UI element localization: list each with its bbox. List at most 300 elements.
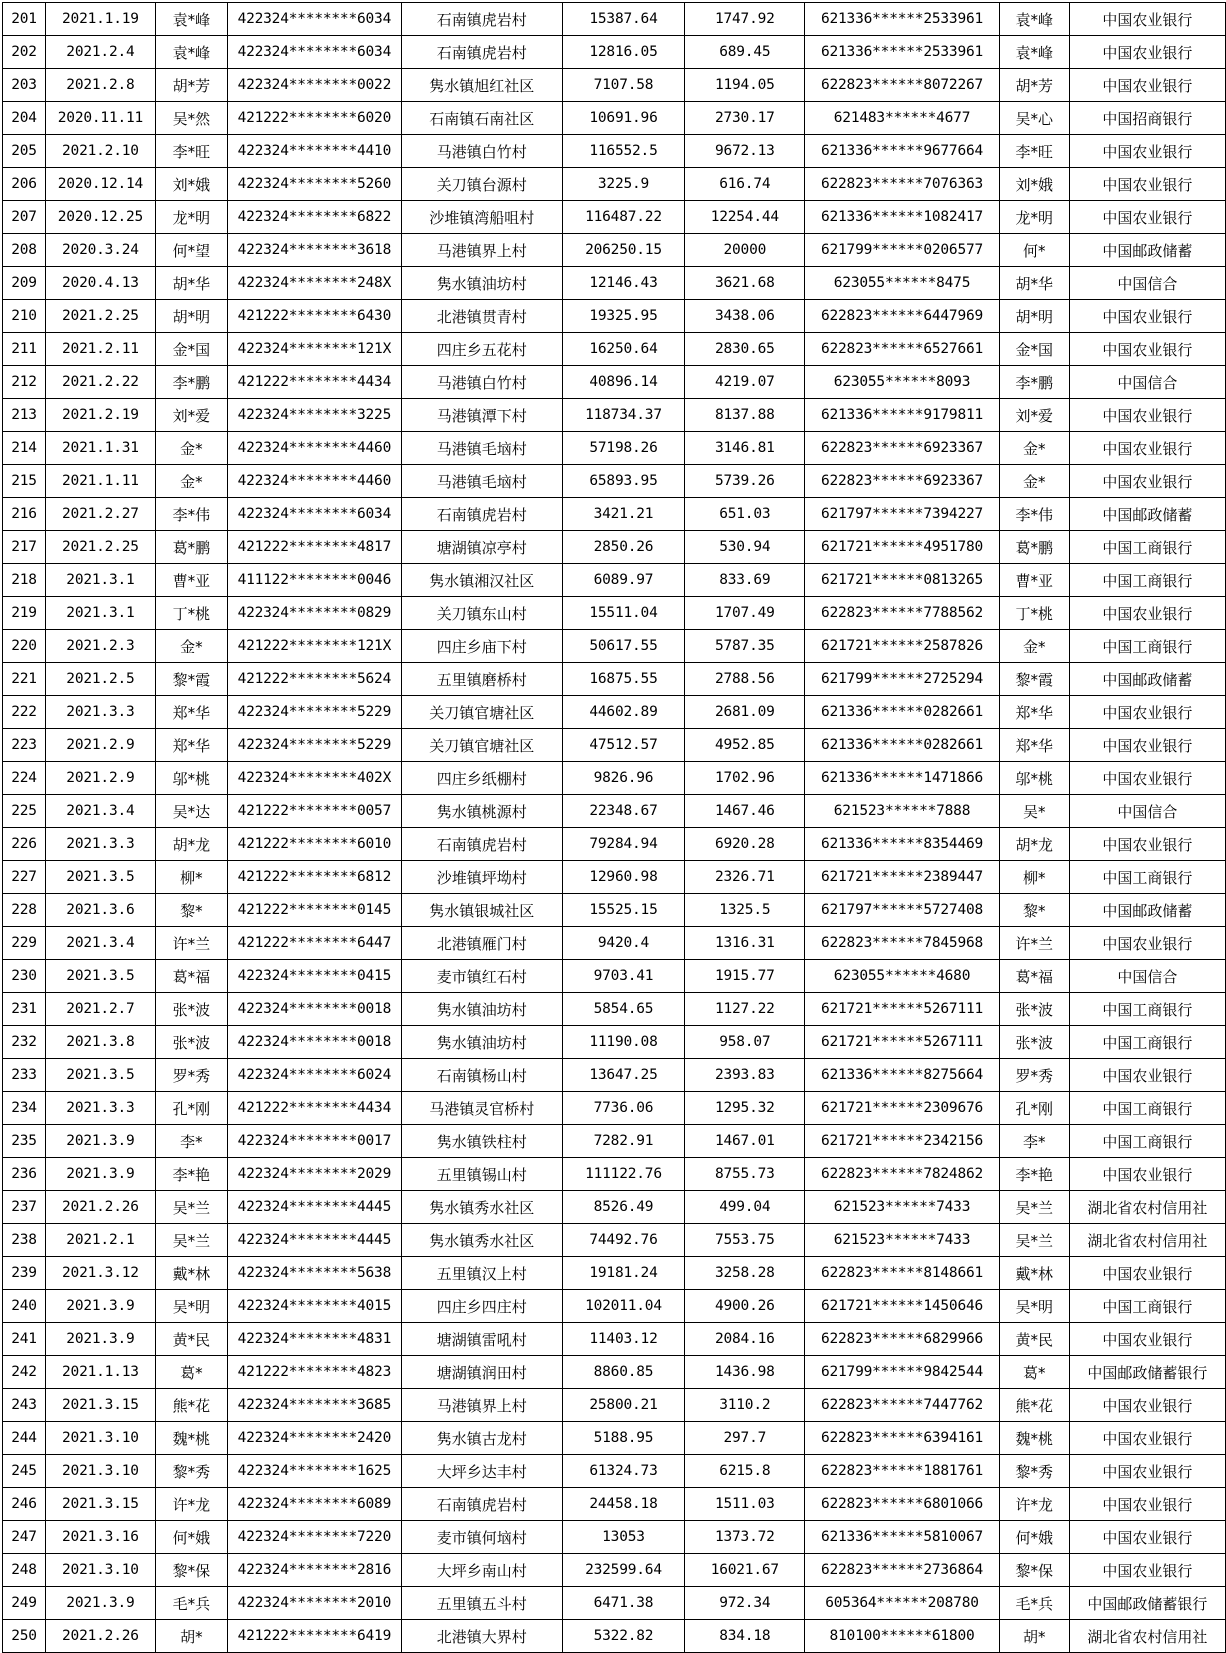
- amount-cell: 5854.65: [562, 993, 685, 1026]
- table-row: [3, 168, 1226, 201]
- address-cell: 北港镇大界村: [401, 1620, 562, 1653]
- table-row: [3, 630, 1226, 663]
- date-cell: 2021.2.8: [46, 69, 156, 102]
- row-number-cell: 229: [3, 927, 46, 960]
- row-number-cell: 212: [3, 366, 46, 399]
- account-number-cell: 622823******6527661: [805, 333, 999, 366]
- date-cell: 2021.3.5: [46, 960, 156, 993]
- bank-name-cell: 中国农业银行: [1069, 927, 1225, 960]
- bank-name-cell: 中国农业银行: [1069, 465, 1225, 498]
- account-number-cell: 623055******8475: [805, 267, 999, 300]
- table-row: [3, 1026, 1226, 1059]
- date-cell: 2021.3.15: [46, 1389, 156, 1422]
- address-cell: 关刀镇东山村: [401, 597, 562, 630]
- account-holder-cell: 郑*华: [999, 729, 1069, 762]
- bank-name-cell: 中国农业银行: [1069, 333, 1225, 366]
- subsidy-cell: 5739.26: [685, 465, 805, 498]
- bank-name-cell: 中国工商银行: [1069, 1026, 1225, 1059]
- row-number-cell: 237: [3, 1191, 46, 1224]
- row-number-cell: 234: [3, 1092, 46, 1125]
- amount-cell: 116487.22: [562, 201, 685, 234]
- account-holder-cell: 金*: [999, 630, 1069, 663]
- table-row: [3, 564, 1226, 597]
- name-cell: 柳*: [155, 861, 227, 894]
- account-number-cell: 622823******6923367: [805, 432, 999, 465]
- date-cell: 2021.2.4: [46, 36, 156, 69]
- table-row: [3, 1290, 1226, 1323]
- name-cell: 李*鹏: [155, 366, 227, 399]
- address-cell: 麦市镇何垴村: [401, 1521, 562, 1554]
- id-number-cell: 422324********0018: [227, 1026, 401, 1059]
- account-holder-cell: 金*: [999, 432, 1069, 465]
- bank-name-cell: 中国邮政储蓄: [1069, 498, 1225, 531]
- date-cell: 2021.2.9: [46, 729, 156, 762]
- date-cell: 2021.3.5: [46, 1059, 156, 1092]
- amount-cell: 25800.21: [562, 1389, 685, 1422]
- id-number-cell: 422324********6034: [227, 498, 401, 531]
- bank-name-cell: 中国农业银行: [1069, 696, 1225, 729]
- account-holder-cell: 葛*: [999, 1356, 1069, 1389]
- row-number-cell: 249: [3, 1587, 46, 1620]
- subsidy-cell: 1707.49: [685, 597, 805, 630]
- subsidy-cell: 1316.31: [685, 927, 805, 960]
- id-number-cell: 422324********3618: [227, 234, 401, 267]
- row-number-cell: 244: [3, 1422, 46, 1455]
- table-row: [3, 1521, 1226, 1554]
- table-row: [3, 300, 1226, 333]
- amount-cell: 13647.25: [562, 1059, 685, 1092]
- account-holder-cell: 柳*: [999, 861, 1069, 894]
- bank-name-cell: 中国农业银行: [1069, 36, 1225, 69]
- row-number-cell: 221: [3, 663, 46, 696]
- table-row: [3, 1092, 1226, 1125]
- bank-name-cell: 中国农业银行: [1069, 135, 1225, 168]
- bank-name-cell: 中国信合: [1069, 267, 1225, 300]
- address-cell: 隽水镇旭红社区: [401, 69, 562, 102]
- date-cell: 2020.11.11: [46, 102, 156, 135]
- address-cell: 北港镇雁门村: [401, 927, 562, 960]
- row-number-cell: 245: [3, 1455, 46, 1488]
- address-cell: 马港镇灵官桥村: [401, 1092, 562, 1125]
- row-number-cell: 215: [3, 465, 46, 498]
- subsidy-cell: 651.03: [685, 498, 805, 531]
- address-cell: 隽水镇银城社区: [401, 894, 562, 927]
- row-number-cell: 210: [3, 300, 46, 333]
- id-number-cell: 422324********4460: [227, 432, 401, 465]
- date-cell: 2021.3.6: [46, 894, 156, 927]
- address-cell: 隽水镇湘汉社区: [401, 564, 562, 597]
- name-cell: 胡*华: [155, 267, 227, 300]
- account-number-cell: 621336******8354469: [805, 828, 999, 861]
- id-number-cell: 421222********121X: [227, 630, 401, 663]
- id-number-cell: 421222********6020: [227, 102, 401, 135]
- address-cell: 北港镇贯青村: [401, 300, 562, 333]
- account-number-cell: 621523******7433: [805, 1191, 999, 1224]
- account-holder-cell: 胡*明: [999, 300, 1069, 333]
- date-cell: 2021.3.3: [46, 828, 156, 861]
- subsidy-cell: 7553.75: [685, 1224, 805, 1257]
- id-number-cell: 422324********4445: [227, 1224, 401, 1257]
- address-cell: 石南镇虎岩村: [401, 498, 562, 531]
- account-number-cell: 621799******9842544: [805, 1356, 999, 1389]
- address-cell: 关刀镇台源村: [401, 168, 562, 201]
- id-number-cell: 422324********0022: [227, 69, 401, 102]
- row-number-cell: 206: [3, 168, 46, 201]
- subsidy-cell: 6920.28: [685, 828, 805, 861]
- bank-name-cell: 中国农业银行: [1069, 1158, 1225, 1191]
- address-cell: 石南镇杨山村: [401, 1059, 562, 1092]
- account-holder-cell: 刘*爱: [999, 399, 1069, 432]
- bank-name-cell: 湖北省农村信用社: [1069, 1620, 1225, 1653]
- amount-cell: 102011.04: [562, 1290, 685, 1323]
- bank-name-cell: 中国农业银行: [1069, 729, 1225, 762]
- subsidy-cell: 2326.71: [685, 861, 805, 894]
- date-cell: 2021.3.1: [46, 564, 156, 597]
- subsidy-cell: 1373.72: [685, 1521, 805, 1554]
- name-cell: 黎*: [155, 894, 227, 927]
- amount-cell: 15387.64: [562, 3, 685, 36]
- id-number-cell: 421222********5624: [227, 663, 401, 696]
- subsidy-cell: 834.18: [685, 1620, 805, 1653]
- name-cell: 胡*: [155, 1620, 227, 1653]
- name-cell: 袁*峰: [155, 36, 227, 69]
- subsidy-cell: 1702.96: [685, 762, 805, 795]
- subsidy-cell: 2681.09: [685, 696, 805, 729]
- bank-name-cell: 中国农业银行: [1069, 432, 1225, 465]
- name-cell: 金*: [155, 432, 227, 465]
- address-cell: 石南镇虎岩村: [401, 36, 562, 69]
- table-row: [3, 1191, 1226, 1224]
- account-holder-cell: 吴*: [999, 795, 1069, 828]
- date-cell: 2021.3.5: [46, 861, 156, 894]
- subsidy-cell: 2730.17: [685, 102, 805, 135]
- account-number-cell: 621336******2533961: [805, 3, 999, 36]
- name-cell: 葛*福: [155, 960, 227, 993]
- address-cell: 五里镇锡山村: [401, 1158, 562, 1191]
- address-cell: 马港镇界上村: [401, 234, 562, 267]
- account-number-cell: 621721******2587826: [805, 630, 999, 663]
- table-row: [3, 1554, 1226, 1587]
- row-number-cell: 202: [3, 36, 46, 69]
- id-number-cell: 422324********1625: [227, 1455, 401, 1488]
- amount-cell: 15525.15: [562, 894, 685, 927]
- account-number-cell: 621721******0813265: [805, 564, 999, 597]
- table-row: [3, 1488, 1226, 1521]
- account-number-cell: 621523******7433: [805, 1224, 999, 1257]
- subsidy-cell: 8755.73: [685, 1158, 805, 1191]
- name-cell: 罗*秀: [155, 1059, 227, 1092]
- id-number-cell: 421222********6010: [227, 828, 401, 861]
- id-number-cell: 421222********4817: [227, 531, 401, 564]
- bank-name-cell: 中国农业银行: [1069, 762, 1225, 795]
- subsidy-cell: 2084.16: [685, 1323, 805, 1356]
- address-cell: 隽水镇油坊村: [401, 1026, 562, 1059]
- amount-cell: 5322.82: [562, 1620, 685, 1653]
- table-row: [3, 69, 1226, 102]
- account-number-cell: 621721******4951780: [805, 531, 999, 564]
- amount-cell: 6089.97: [562, 564, 685, 597]
- account-holder-cell: 许*兰: [999, 927, 1069, 960]
- account-number-cell: 622823******7824862: [805, 1158, 999, 1191]
- address-cell: 沙堆镇坪坳村: [401, 861, 562, 894]
- row-number-cell: 216: [3, 498, 46, 531]
- amount-cell: 6471.38: [562, 1587, 685, 1620]
- bank-name-cell: 中国农业银行: [1069, 1389, 1225, 1422]
- subsidy-cell: 4900.26: [685, 1290, 805, 1323]
- subsidy-cell: 3258.28: [685, 1257, 805, 1290]
- account-holder-cell: 袁*峰: [999, 3, 1069, 36]
- table-row: [3, 927, 1226, 960]
- date-cell: 2021.3.3: [46, 1092, 156, 1125]
- bank-name-cell: 中国农业银行: [1069, 1257, 1225, 1290]
- table-row: [3, 399, 1226, 432]
- table-row: [3, 861, 1226, 894]
- name-cell: 何*望: [155, 234, 227, 267]
- bank-name-cell: 中国邮政储蓄: [1069, 894, 1225, 927]
- bank-name-cell: 中国农业银行: [1069, 201, 1225, 234]
- id-number-cell: 422324********6034: [227, 36, 401, 69]
- table-row: [3, 201, 1226, 234]
- address-cell: 隽水镇古龙村: [401, 1422, 562, 1455]
- bank-name-cell: 中国农业银行: [1069, 1455, 1225, 1488]
- subsidy-cell: 833.69: [685, 564, 805, 597]
- account-holder-cell: 毛*兵: [999, 1587, 1069, 1620]
- address-cell: 马港镇毛垴村: [401, 465, 562, 498]
- account-holder-cell: 吴*兰: [999, 1191, 1069, 1224]
- account-number-cell: 621336******9179811: [805, 399, 999, 432]
- account-number-cell: 622823******6829966: [805, 1323, 999, 1356]
- address-cell: 塘湖镇凉亭村: [401, 531, 562, 564]
- id-number-cell: 421222********6812: [227, 861, 401, 894]
- row-number-cell: 233: [3, 1059, 46, 1092]
- date-cell: 2021.3.9: [46, 1125, 156, 1158]
- account-number-cell: 621336******1471866: [805, 762, 999, 795]
- row-number-cell: 218: [3, 564, 46, 597]
- bank-name-cell: 中国信合: [1069, 795, 1225, 828]
- row-number-cell: 238: [3, 1224, 46, 1257]
- amount-cell: 7736.06: [562, 1092, 685, 1125]
- address-cell: 塘湖镇雷吼村: [401, 1323, 562, 1356]
- account-holder-cell: 吴*心: [999, 102, 1069, 135]
- date-cell: 2021.2.25: [46, 300, 156, 333]
- amount-cell: 232599.64: [562, 1554, 685, 1587]
- row-number-cell: 227: [3, 861, 46, 894]
- account-number-cell: 621483******4677: [805, 102, 999, 135]
- name-cell: 郑*华: [155, 729, 227, 762]
- id-number-cell: 422324********3225: [227, 399, 401, 432]
- date-cell: 2020.4.13: [46, 267, 156, 300]
- name-cell: 孔*刚: [155, 1092, 227, 1125]
- amount-cell: 24458.18: [562, 1488, 685, 1521]
- account-number-cell: 621721******5267111: [805, 993, 999, 1026]
- account-holder-cell: 张*波: [999, 1026, 1069, 1059]
- id-number-cell: 422324********4831: [227, 1323, 401, 1356]
- address-cell: 五里镇磨桥村: [401, 663, 562, 696]
- subsidy-cell: 5787.35: [685, 630, 805, 663]
- account-holder-cell: 胡*龙: [999, 828, 1069, 861]
- amount-cell: 16250.64: [562, 333, 685, 366]
- name-cell: 黎*霞: [155, 663, 227, 696]
- bank-name-cell: 中国工商银行: [1069, 1092, 1225, 1125]
- account-holder-cell: 吴*兰: [999, 1224, 1069, 1257]
- bank-name-cell: 中国工商银行: [1069, 1290, 1225, 1323]
- date-cell: 2021.2.9: [46, 762, 156, 795]
- row-number-cell: 201: [3, 3, 46, 36]
- account-holder-cell: 戴*林: [999, 1257, 1069, 1290]
- date-cell: 2021.2.19: [46, 399, 156, 432]
- subsidy-cell: 616.74: [685, 168, 805, 201]
- name-cell: 金*: [155, 630, 227, 663]
- bank-name-cell: 中国农业银行: [1069, 399, 1225, 432]
- account-holder-cell: 李*艳: [999, 1158, 1069, 1191]
- date-cell: 2021.3.10: [46, 1422, 156, 1455]
- account-holder-cell: 胡*芳: [999, 69, 1069, 102]
- date-cell: 2021.3.10: [46, 1554, 156, 1587]
- subsidy-cell: 2393.83: [685, 1059, 805, 1092]
- date-cell: 2021.2.26: [46, 1620, 156, 1653]
- address-cell: 隽水镇秀水社区: [401, 1224, 562, 1257]
- account-holder-cell: 胡*: [999, 1620, 1069, 1653]
- subsidy-cell: 972.34: [685, 1587, 805, 1620]
- account-number-cell: 622823******2736864: [805, 1554, 999, 1587]
- date-cell: 2021.3.10: [46, 1455, 156, 1488]
- address-cell: 石南镇石南社区: [401, 102, 562, 135]
- address-cell: 隽水镇桃源村: [401, 795, 562, 828]
- table-row: [3, 828, 1226, 861]
- date-cell: 2021.1.31: [46, 432, 156, 465]
- account-number-cell: 622823******6801066: [805, 1488, 999, 1521]
- account-number-cell: 621797******5727408: [805, 894, 999, 927]
- subsidy-cell: 297.7: [685, 1422, 805, 1455]
- table-row: [3, 1059, 1226, 1092]
- address-cell: 四庄乡五花村: [401, 333, 562, 366]
- date-cell: 2021.3.15: [46, 1488, 156, 1521]
- address-cell: 大坪乡南山村: [401, 1554, 562, 1587]
- id-number-cell: 421222********4823: [227, 1356, 401, 1389]
- subsidy-cell: 1915.77: [685, 960, 805, 993]
- subsidy-cell: 1511.03: [685, 1488, 805, 1521]
- name-cell: 袁*峰: [155, 3, 227, 36]
- account-holder-cell: 黎*保: [999, 1554, 1069, 1587]
- name-cell: 龙*明: [155, 201, 227, 234]
- row-number-cell: 222: [3, 696, 46, 729]
- row-number-cell: 228: [3, 894, 46, 927]
- row-number-cell: 243: [3, 1389, 46, 1422]
- row-number-cell: 250: [3, 1620, 46, 1653]
- id-number-cell: 422324********7220: [227, 1521, 401, 1554]
- table-row: [3, 432, 1226, 465]
- account-number-cell: 622823******6447969: [805, 300, 999, 333]
- bank-name-cell: 中国农业银行: [1069, 3, 1225, 36]
- subsidy-ledger-table: [2, 2, 1226, 1653]
- account-number-cell: 622823******1881761: [805, 1455, 999, 1488]
- name-cell: 何*娥: [155, 1521, 227, 1554]
- account-holder-cell: 丁*桃: [999, 597, 1069, 630]
- id-number-cell: 422324********0829: [227, 597, 401, 630]
- amount-cell: 118734.37: [562, 399, 685, 432]
- name-cell: 丁*桃: [155, 597, 227, 630]
- account-holder-cell: 葛*福: [999, 960, 1069, 993]
- id-number-cell: 422324********5229: [227, 696, 401, 729]
- id-number-cell: 422324********4460: [227, 465, 401, 498]
- account-holder-cell: 张*波: [999, 993, 1069, 1026]
- address-cell: 隽水镇秀水社区: [401, 1191, 562, 1224]
- table-row: [3, 36, 1226, 69]
- table-row: [3, 498, 1226, 531]
- amount-cell: 47512.57: [562, 729, 685, 762]
- account-number-cell: 622823******8148661: [805, 1257, 999, 1290]
- id-number-cell: 422324********2420: [227, 1422, 401, 1455]
- name-cell: 刘*爱: [155, 399, 227, 432]
- name-cell: 金*国: [155, 333, 227, 366]
- account-number-cell: 622823******6394161: [805, 1422, 999, 1455]
- amount-cell: 12816.05: [562, 36, 685, 69]
- amount-cell: 8860.85: [562, 1356, 685, 1389]
- account-holder-cell: 龙*明: [999, 201, 1069, 234]
- id-number-cell: 422324********0017: [227, 1125, 401, 1158]
- row-number-cell: 224: [3, 762, 46, 795]
- date-cell: 2021.1.13: [46, 1356, 156, 1389]
- id-number-cell: 422324********6822: [227, 201, 401, 234]
- date-cell: 2021.2.25: [46, 531, 156, 564]
- account-holder-cell: 黎*: [999, 894, 1069, 927]
- account-holder-cell: 何*娥: [999, 1521, 1069, 1554]
- subsidy-cell: 1436.98: [685, 1356, 805, 1389]
- name-cell: 吴*达: [155, 795, 227, 828]
- account-holder-cell: 李*伟: [999, 498, 1069, 531]
- address-cell: 塘湖镇润田村: [401, 1356, 562, 1389]
- date-cell: 2021.3.1: [46, 597, 156, 630]
- amount-cell: 22348.67: [562, 795, 685, 828]
- amount-cell: 116552.5: [562, 135, 685, 168]
- id-number-cell: 422324********2010: [227, 1587, 401, 1620]
- id-number-cell: 421222********0057: [227, 795, 401, 828]
- id-number-cell: 421222********6447: [227, 927, 401, 960]
- amount-cell: 12960.98: [562, 861, 685, 894]
- account-number-cell: 621721******2389447: [805, 861, 999, 894]
- address-cell: 隽水镇铁柱村: [401, 1125, 562, 1158]
- id-number-cell: 422324********5638: [227, 1257, 401, 1290]
- account-number-cell: 621799******0206577: [805, 234, 999, 267]
- account-number-cell: 621799******2725294: [805, 663, 999, 696]
- bank-name-cell: 中国邮政储蓄: [1069, 663, 1225, 696]
- table-row: [3, 993, 1226, 1026]
- subsidy-cell: 4952.85: [685, 729, 805, 762]
- bank-name-cell: 中国农业银行: [1069, 69, 1225, 102]
- address-cell: 隽水镇油坊村: [401, 993, 562, 1026]
- account-number-cell: 810100******61800: [805, 1620, 999, 1653]
- table-row: [3, 696, 1226, 729]
- id-number-cell: 421222********6419: [227, 1620, 401, 1653]
- row-number-cell: 220: [3, 630, 46, 663]
- account-holder-cell: 许*龙: [999, 1488, 1069, 1521]
- table-row: [3, 762, 1226, 795]
- account-number-cell: 623055******8093: [805, 366, 999, 399]
- id-number-cell: 422324********5229: [227, 729, 401, 762]
- table-row: [3, 1323, 1226, 1356]
- table-row: [3, 663, 1226, 696]
- date-cell: 2021.2.22: [46, 366, 156, 399]
- id-number-cell: 422324********6024: [227, 1059, 401, 1092]
- name-cell: 魏*桃: [155, 1422, 227, 1455]
- name-cell: 李*: [155, 1125, 227, 1158]
- date-cell: 2021.2.3: [46, 630, 156, 663]
- row-number-cell: 246: [3, 1488, 46, 1521]
- account-number-cell: 621721******5267111: [805, 1026, 999, 1059]
- bank-name-cell: 中国农业银行: [1069, 1059, 1225, 1092]
- id-number-cell: 422324********4445: [227, 1191, 401, 1224]
- address-cell: 关刀镇官塘社区: [401, 696, 562, 729]
